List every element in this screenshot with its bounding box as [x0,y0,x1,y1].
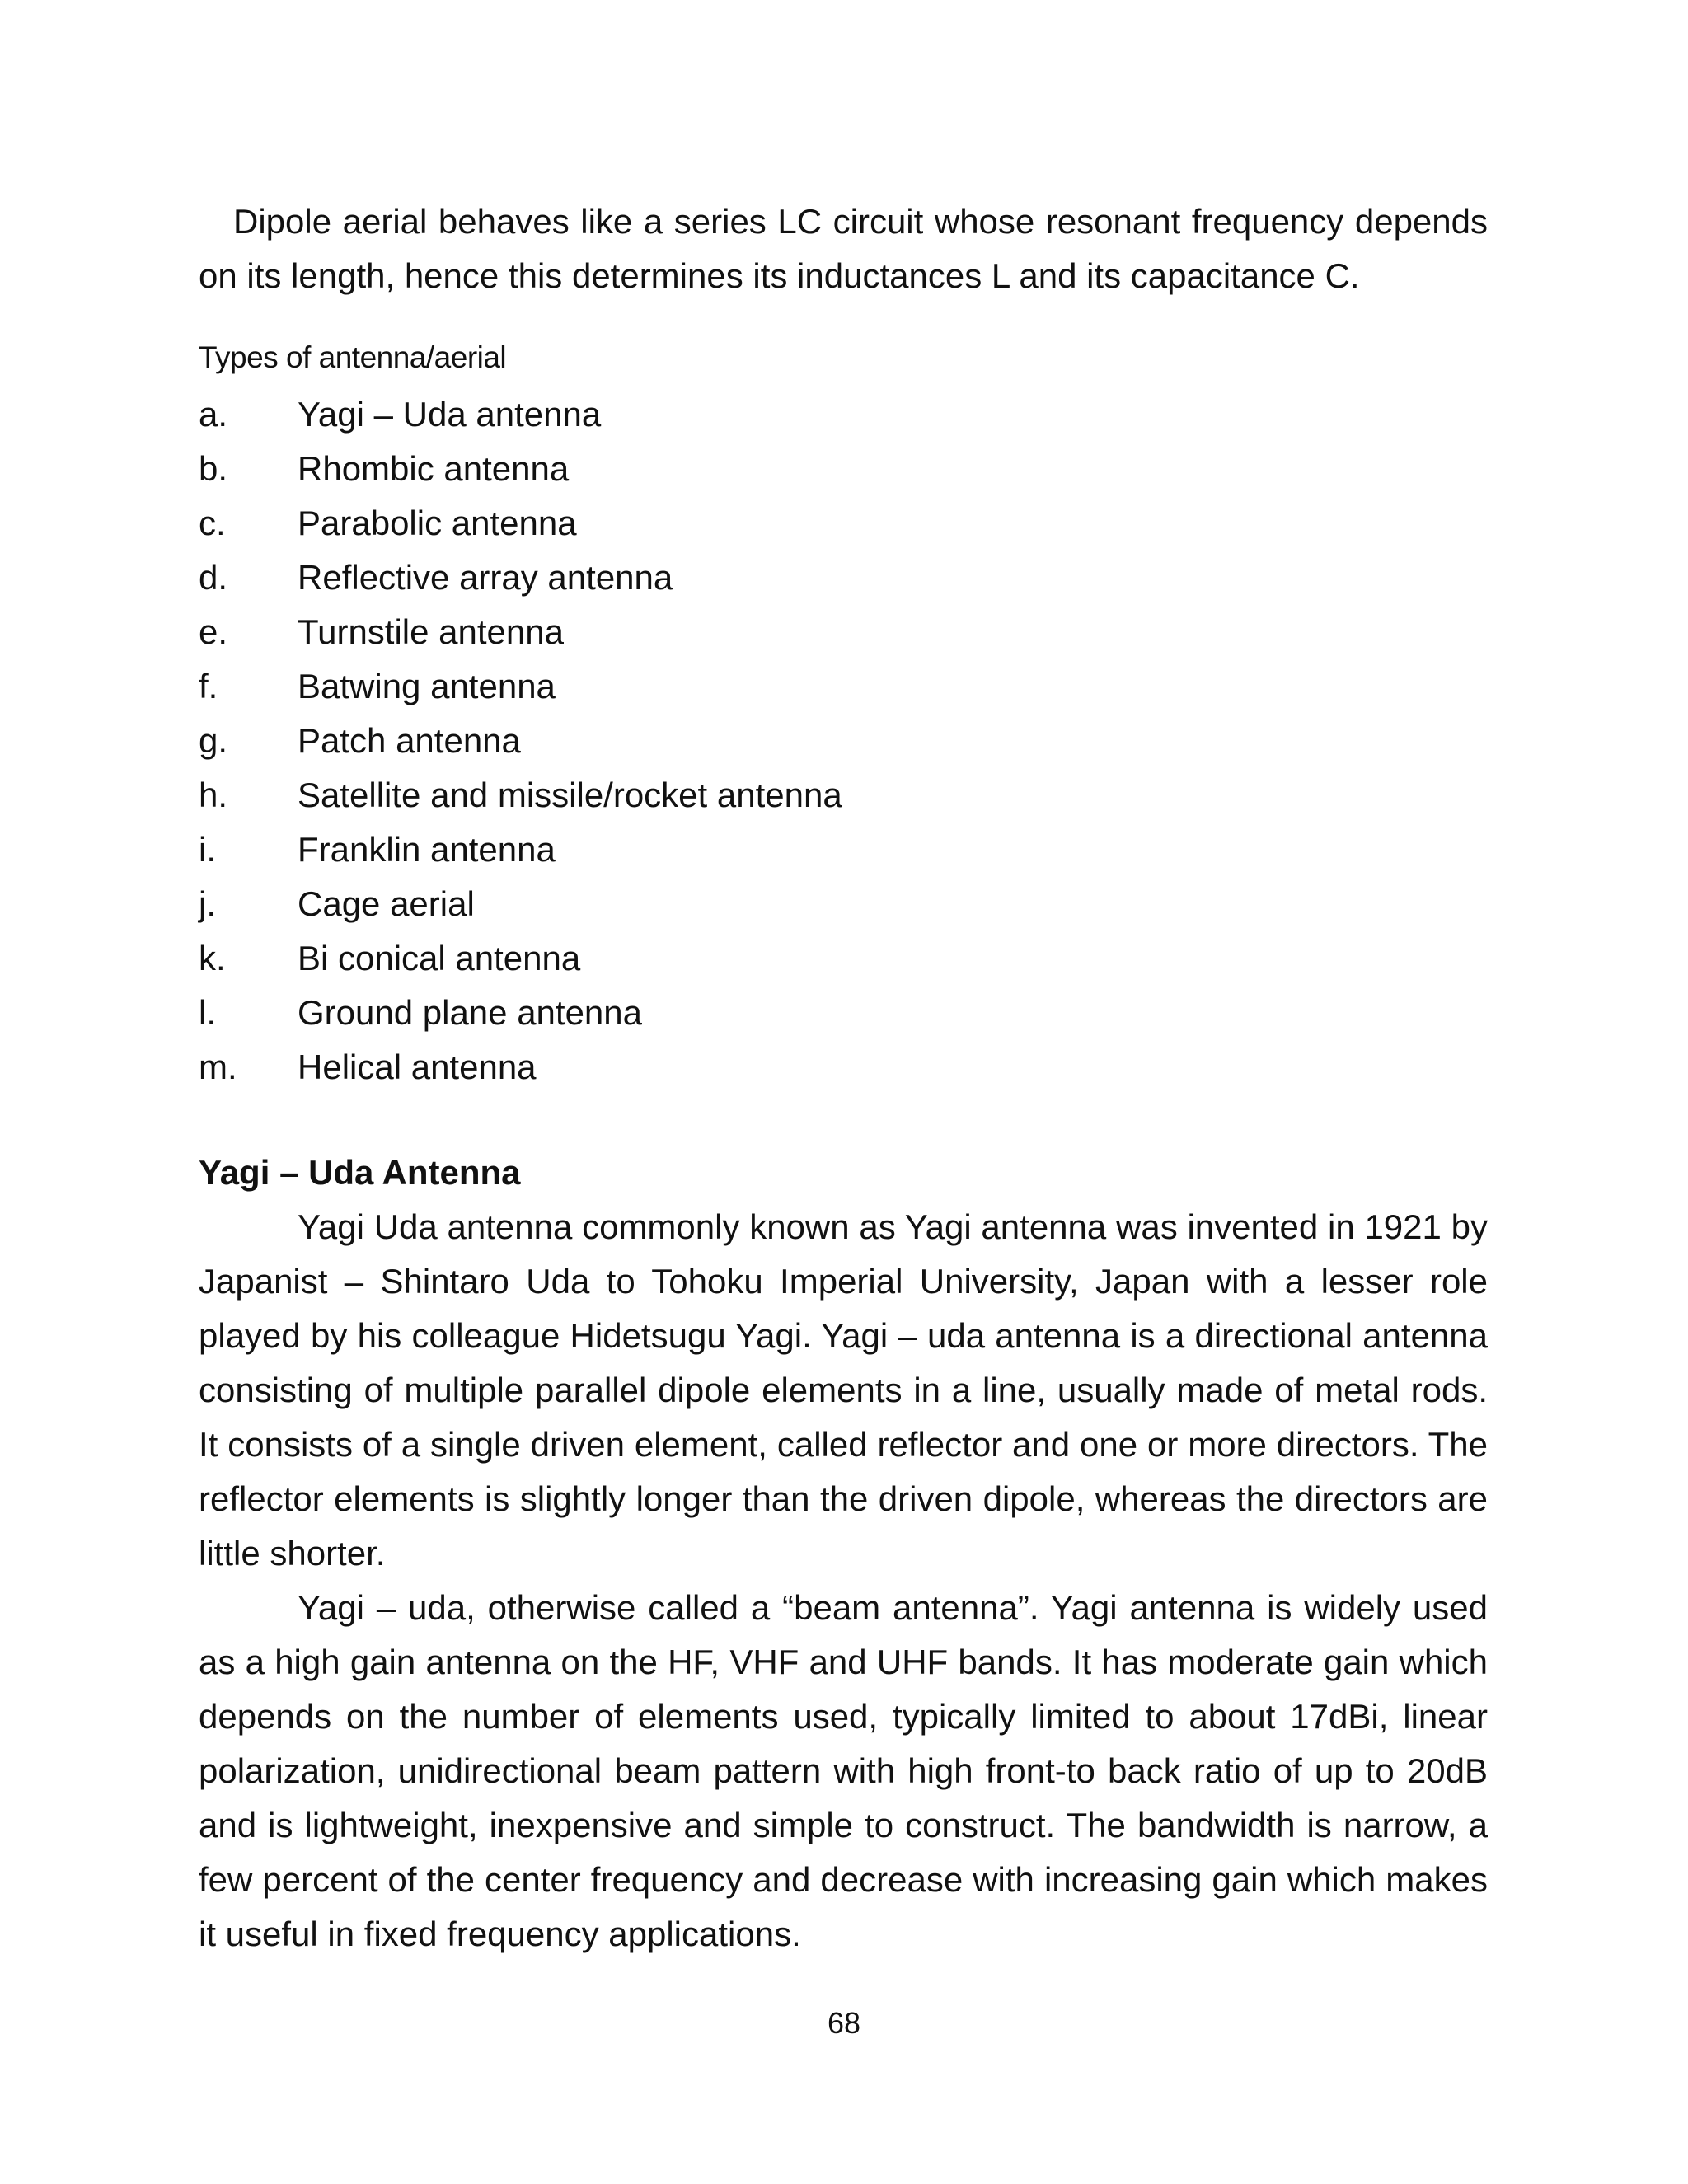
list-item-letter: e. [199,612,228,651]
list-item [199,768,1488,823]
list-item [199,605,1488,659]
list-item-letter: l. [199,993,216,1032]
list-item-label: Parabolic antenna [298,504,577,542]
list-item [199,931,1488,986]
list-item-letter: a. [199,395,228,434]
list-item-label: Turnstile antenna [298,612,564,651]
list-item-label: Ground plane antenna [298,993,643,1032]
list-item [199,551,1488,605]
list-item-letter: f. [199,667,218,705]
list-item-label: Patch antenna [298,721,521,760]
list-item-label: Bi conical antenna [298,939,581,977]
page-number: 68 [827,2006,861,2040]
types-heading: Types of antenna/aerial [199,340,507,374]
list-item [199,986,1488,1040]
list-item-label: Satellite and missile/rocket antenna [298,776,842,814]
list-item [199,1040,1488,1094]
list-item [199,877,1488,931]
list-item [199,823,1488,877]
list-item-label: Yagi – Uda antenna [298,395,602,434]
list-item-letter: g. [199,721,228,760]
list-item-label: Reflective array antenna [298,558,673,597]
list-item-letter: c. [199,504,226,542]
list-item-letter: b. [199,449,228,488]
list-item-label: Helical antenna [298,1047,537,1086]
list-item-letter: d. [199,558,228,597]
yagi-paragraph-2: Yagi – uda, otherwise called a “beam antenna”. Yagi antenna is widely used as a high gain antenna on the HF, VHF and UHF bands. It has moderate gain which depends on the number of elements used, typically limited to about 17dBi, linear polarization, unidirectional beam pattern with high front-to back ratio of up to 20dB and is lightweight, inexpensive and simple to construct. The bandwidth is narrow, a few percent of the center frequency and decrease with increasing gain which makes it useful in fixed frequency applications. [199,1588,1488,1953]
list-item [199,496,1488,551]
list-item [199,714,1488,768]
antenna-types-list [199,387,1488,1094]
section-title: Yagi – Uda Antenna [199,1153,521,1192]
list-item-label: Batwing antenna [298,667,556,705]
list-item-letter: j. [199,884,216,923]
list-item-letter: i. [199,830,216,869]
list-item [199,442,1488,496]
yagi-paragraph-1: Yagi Uda antenna commonly known as Yagi antenna was invented in 1921 by Japanist – Shintaro Uda to Tohoku Imperial University, Japan with a lesser role played by his colleague Hidetsugu Yagi. Yagi – uda antenna is a directional antenna consisting of multiple parallel dipole elements in a line, usually made of metal rods. It consists of a single driven element, called reflector and one or more directors. The reflector elements is slightly longer than the driven dipole, whereas the directors are little shorter. [199,1207,1488,1572]
list-item-label: Cage aerial [298,884,475,923]
list-item-letter: m. [199,1047,237,1086]
list-item-letter: h. [199,776,228,814]
list-item [199,659,1488,714]
page-content [199,194,1488,1961]
list-item-label: Rhombic antenna [298,449,570,488]
list-item-label: Franklin antenna [298,830,556,869]
list-item [199,387,1488,442]
intro-paragraph: Dipole aerial behaves like a series LC circuit whose resonant frequency depends on its length, hence this determines its inductances L and its capacitance C. [199,202,1488,295]
list-item-letter: k. [199,939,226,977]
